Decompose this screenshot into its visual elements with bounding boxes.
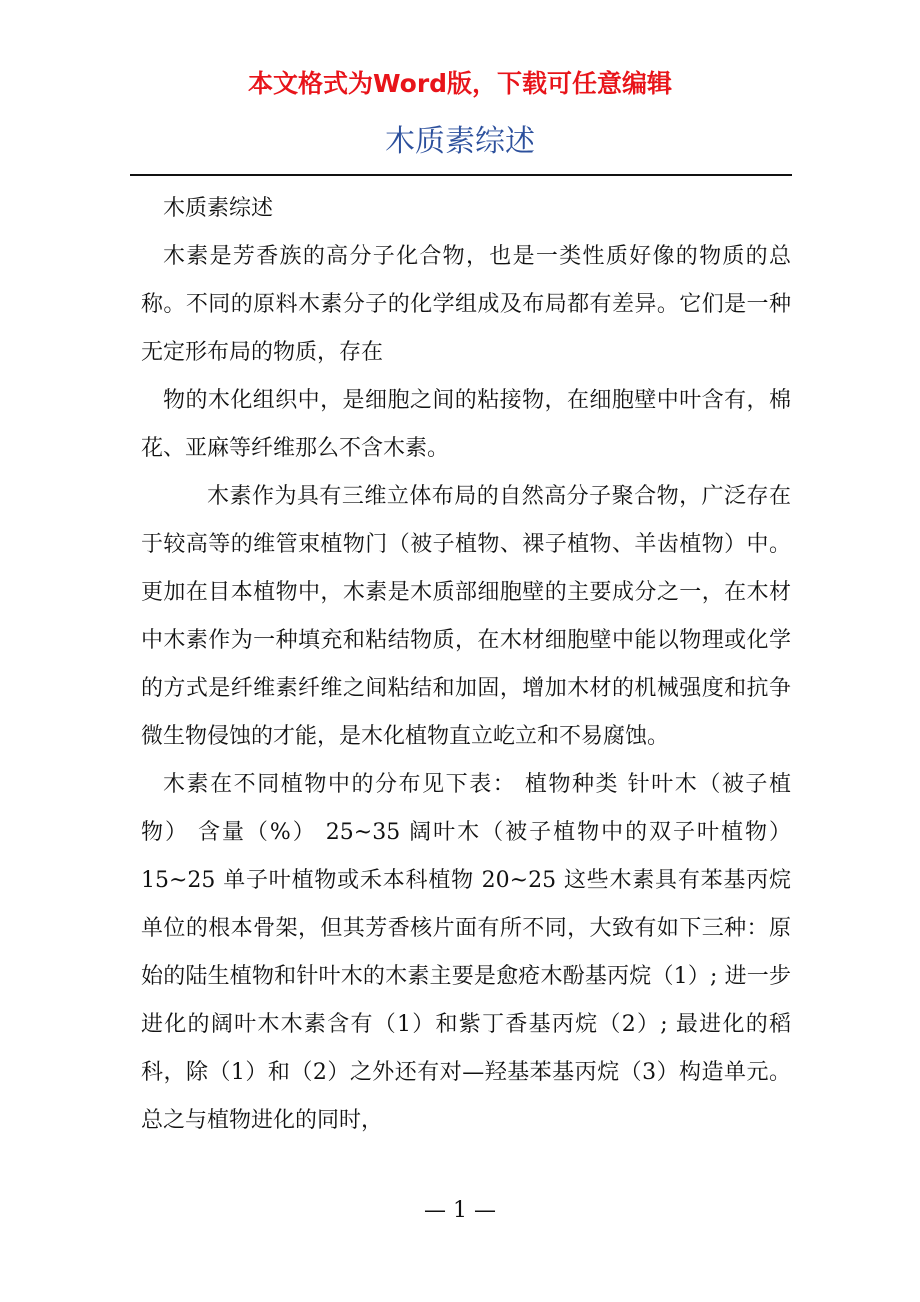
paragraph-distribution: 木素在不同植物中的分布见下表： 植物种类 针叶木（被子植物） 含量（%） 25~35 阔叶木（被子植物中的双子叶植物） 15~25 单子叶植物或禾本科植物 20~25 这些木素具有苯基丙烷单位的根本骨架，但其芳香核片面有所不同，大致有如下三种：原始的陆生植物和针叶木的木素主要是愈疮木酚基丙烷（1）; 进一步进化的阔叶木木素含有（1）和紫丁香基丙烷（2）; 最进化的稻科，除（1）和（2）之外还有对—羟基苯基丙烷（3）构造单元。总之与植物进化的同时， — [141, 772, 791, 1133]
paragraph-subtitle: 木质素综述 — [163, 196, 274, 221]
document-title: 木质素综述 — [385, 124, 535, 159]
paragraph-location: 物的木化组织中，是细胞之间的粘接物，在细胞壁中叶含有，棉花、亚麻等纤维那么不含木素。 — [141, 388, 791, 461]
page-number: — 1 — — [424, 1198, 496, 1223]
document-body — [141, 185, 791, 1145]
format-notice-banner: 本文格式为Word版，下载可任意编辑 — [247, 69, 673, 98]
paragraph-function: 木素作为具有三维立体布局的自然高分子聚合物，广泛存在于较高等的维管束植物门（被子植物、裸子植物、羊齿植物）中。更加在目本植物中，木素是木质部细胞壁的主要成分之一，在木材中木素作为一种填充和粘结物质，在木材细胞壁中能以物理或化学的方式是纤维素纤维之间粘结和加固，增加木材的机械强度和抗争微生物侵蚀的才能，是木化植物直立屹立和不易腐蚀。 — [141, 484, 791, 749]
header-divider — [130, 174, 792, 176]
paragraph-definition: 木素是芳香族的高分子化合物，也是一类性质好像的物质的总称。不同的原料木素分子的化学组成及布局都有差异。它们是一种无定形布局的物质，存在 — [141, 244, 791, 365]
